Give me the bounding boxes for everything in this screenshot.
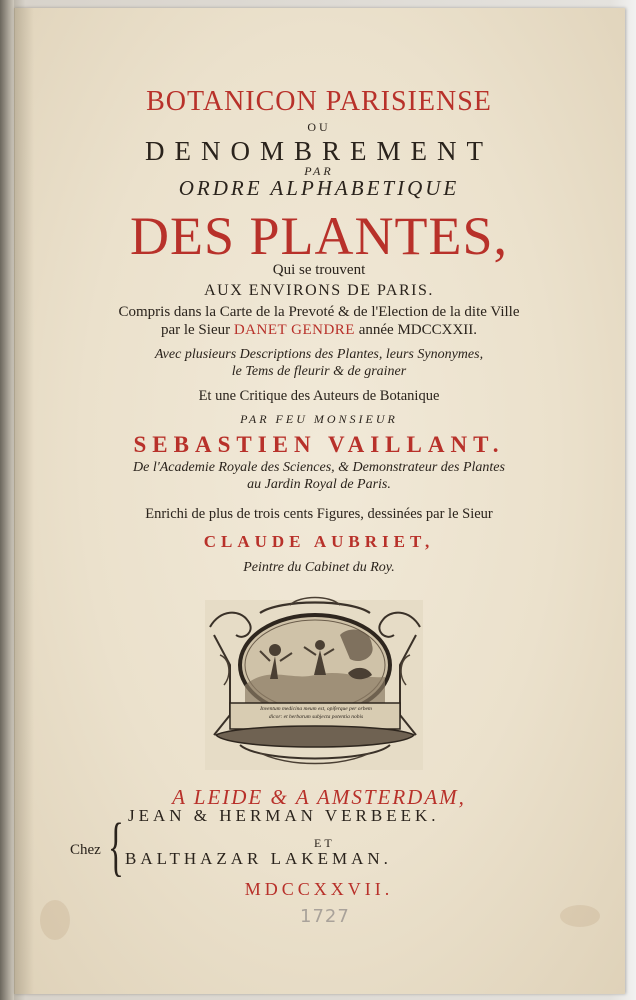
publisher-lakeman: BALTHAZAR LAKEMAN. [125, 849, 392, 868]
engraved-vignette [200, 595, 430, 775]
par-line: PAR [304, 164, 334, 178]
qui-se-trouvent-line: Qui se trouvent [272, 262, 366, 278]
avec-descriptions-line: Avec plusieurs Descriptions des Plantes, leurs Synonymes, [154, 347, 484, 362]
peintre-line: Peintre du Cabinet du Roy. [243, 560, 395, 575]
par-le-sieur-line [14, 322, 624, 339]
chez-label: Chez [70, 842, 101, 858]
vignette-motto-1: Inventum medicina meum est, opiferque per orbem [260, 706, 372, 712]
par-feu-monsieur-line: PAR FEU MONSIEUR [240, 412, 398, 426]
des-plantes-heading: DES PLANTES, [129, 206, 509, 266]
jardin-royal-line: au Jardin Royal de Paris. [247, 477, 391, 492]
author-name: SEBASTIEN VAILLANT. [133, 432, 505, 457]
book-title: BOTANICON PARISIENSE [146, 86, 492, 117]
enrichi-line: Enrichi de plus de trois cents Figures, dessinées par le Sieur [145, 506, 493, 522]
paper-stain [560, 905, 600, 927]
book-spine [0, 0, 14, 1000]
vignette-motto-2: dicor: et herbarum subjecta potentia nobis [268, 714, 364, 720]
compris-line: Compris dans la Carte de la Prevoté & de l'Election de la dite Ville [118, 304, 520, 320]
publisher-verbeek: JEAN & HERMAN VERBEEK. [128, 806, 440, 825]
imprint-line: A LEIDE & A AMSTERDAM, [172, 785, 466, 809]
tems-de-fleurir-line: le Tems de fleurir & de grainer [231, 364, 407, 379]
paper-stain [40, 900, 70, 940]
publication-year: MDCCXXVII. [244, 879, 394, 899]
critique-line: Et une Critique des Auteurs de Botanique [198, 388, 440, 404]
aux-environs-line: AUX ENVIRONS DE PARIS. [204, 282, 434, 299]
ordre-alphabetique-line: ORDRE ALPHABETIQUE [178, 176, 460, 200]
denombrement-line: DENOMBREMENT [145, 136, 493, 166]
par-le-sieur-text: par le Sieur [160, 322, 231, 338]
illustrator-name: CLAUDE AUBRIET, [203, 532, 435, 551]
et-label: ET [314, 836, 335, 850]
ou-line: OU [307, 120, 331, 134]
annee-text: année MDCCXXII. [358, 322, 478, 338]
danet-gendre-name: DANET GENDRE [233, 322, 355, 338]
pencil-annotation: 1727 [300, 906, 350, 927]
brace-glyph: { [108, 810, 124, 883]
academie-line: De l'Academie Royale des Sciences, & Demonstrateur des Plantes [133, 460, 505, 475]
